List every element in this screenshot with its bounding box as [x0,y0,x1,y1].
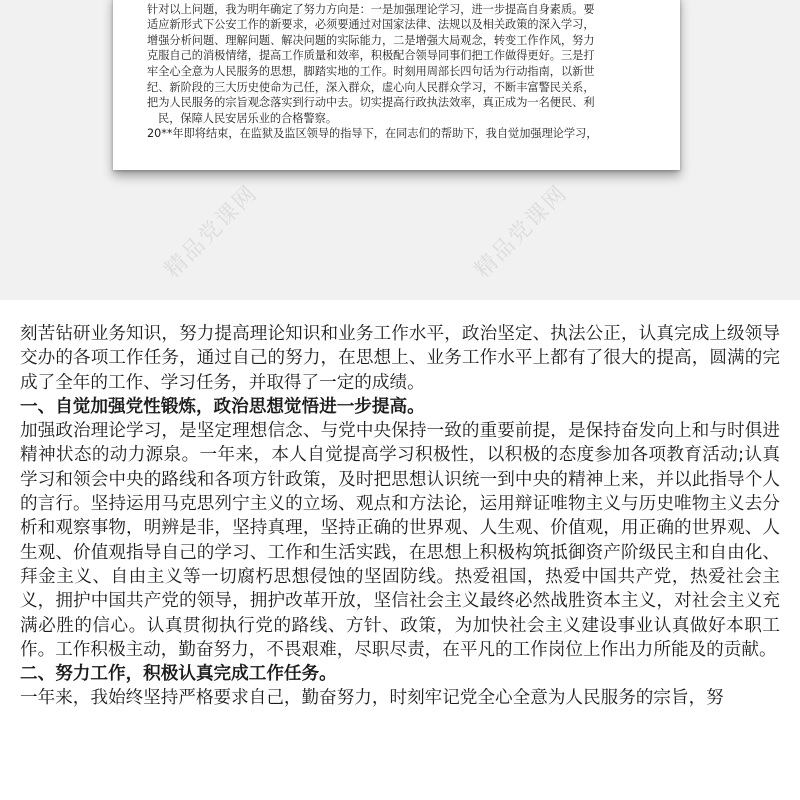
document-body [20,322,780,711]
preview-line: 克服自己的消极情绪，提高工作质量和效率，积极配合领导同事们把工作做得更好。三是打 [147,49,595,63]
preview-line: 增强分析问题、理解问题、解决问题的实际能力，二是增强大局观念，转变工作作风，努力 [147,33,595,47]
preview-line: 民，保障人民安居乐业的合格警察。 [158,111,338,125]
preview-line: 纪、新阶段的三大历史使命为己任，深入群众，虚心向人民群众学习，不断丰富警民关系， [147,80,595,94]
section-paragraph-1: 加强政治理论学习，是坚定理想信念、与党中央保持一致的重要前提，是保持奋发向上和与时俱进精神状态的动力源泉。一年来，本人自觉提高学习积极性，以积极的态度参加各项教育活动;认真学习和领会中央的路线和各项方针政策，及时把思想认识统一到中央的精神上来，并以此指导个人的言行。坚持运用马克思列宁主义的立场、观点和方法论，运用辩证唯物主义与历史唯物主义去分析和观察事物，明辨是非，坚持真理，坚持正确的世界观、人生观、价值观，用正确的世界观、人生观、价值观指导自己的学习、工作和生活实践，在思想上积极构筑抵御资产阶级民主和自由化、拜金主义、自由主义等一切腐朽思想侵蚀的坚固防线。热爱祖国，热爱中国共产党，热爱社会主义，拥护中国共产党的领导，拥护改革开放，坚信社会主义最终必然战胜资本主义，对社会主义充满必胜的信心。认真贯彻执行党的路线、方针、政策，为加快社会主义建设事业认真做好本职工作。工作积极主动，勤奋努力，不畏艰难，尽职尽责，在平凡的工作岗位上作出力所能及的贡献。 [20,421,780,660]
section-heading-2: 二、努力工作，积极认真完成工作任务。 [20,664,337,685]
preview-line: 20**年即将结束，在监狱及监区领导的指导下，在同志们的帮助下，我自觉加强理论学习， [147,127,598,141]
preview-line: 牢全心全意为人民服务的思想，脚踏实地的工作。时刻用周部长四句话为行动指南，以新世 [147,64,595,78]
section-heading-1: 一、自觉加强党性锻炼，政治思想觉悟进一步提高。 [20,396,425,417]
intro-paragraph: 刻苦钻研业务知识，努力提高理论知识和业务工作水平，政治坚定、执法公正，认真完成上级领导交办的各项工作任务，通过自己的努力，在思想上、业务工作水平上都有了很大的提高，圆满的完成了全年的工作、学习任务，并取得了一定的成绩。 [20,324,780,393]
section-paragraph-2: 一年来，我始终坚持严格要求自己，勤奋努力，时刻牢记党全心全意为人民服务的宗旨，努 [20,688,724,709]
document-preview-area [0,0,800,300]
preview-line: 把为人民服务的宗旨观念落实到行动中去。切实提高行政执法效率，真正成为一名便民、利 [147,96,595,110]
preview-line: 针对以上问题，我为明年确定了努力方向是：一是加强理论学习，进一步提高自身素质。要 [147,2,595,16]
preview-text [147,0,647,142]
document-preview-card [113,0,680,170]
watermark: 精品党课网 [160,180,263,284]
preview-line: 适应新形式下公安工作的新要求，必须要通过对国家法律、法规以及相关政策的深入学习， [147,18,595,32]
watermark: 精品党课网 [470,180,573,284]
